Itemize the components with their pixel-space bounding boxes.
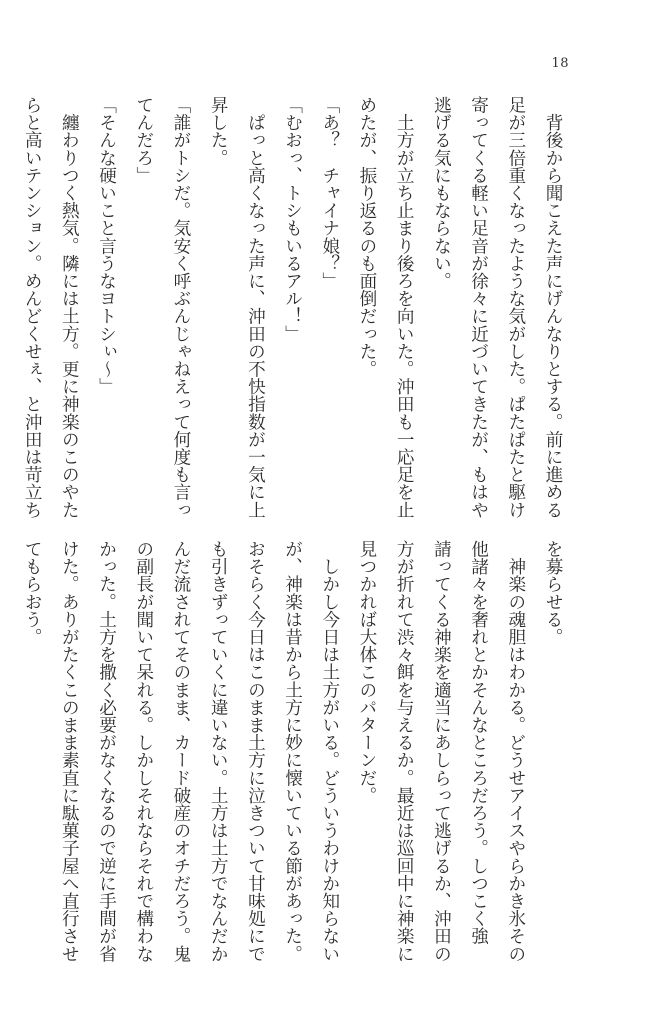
upper-text-block	[13, 96, 571, 519]
text-line: 請ってくる神楽を適当にあしらって逃げるか、沖田の	[431, 540, 452, 963]
text-line: かった。土方を撒く必要がなくなるので逆に手間が省	[96, 540, 117, 963]
text-line: ぱっと高くなった声に、沖田の不快指数が一気に上	[245, 96, 266, 519]
text-line: 神楽の魂胆はわかる。どうせアイスやらかき氷その	[505, 540, 526, 963]
text-line: めたが、振り返るのも面倒だった。	[356, 96, 377, 378]
text-line: 「誰がトシだ。気安く呼ぶんじゃねえって何度も言っ	[170, 96, 191, 519]
text-line: 「むおっ、トシもいるアル！」	[282, 96, 303, 343]
text-line: 背後から聞こえた声にげんなりとする。前に進める	[543, 96, 563, 519]
text-line: 纏わりつく熱気。隣には土方。更に神楽のこのやた	[59, 96, 80, 519]
text-line: てんだろ」	[133, 96, 154, 184]
text-line: 逃げる気にもならない。	[431, 96, 452, 290]
text-line: らと高いテンション。めんどくせぇ、と沖田は苛立ち	[22, 96, 43, 519]
page-number: 18	[551, 56, 569, 71]
text-line: を募らせる。	[543, 540, 563, 646]
text-line: も引きずっていくに違いない。土方は土方でなんだか	[208, 540, 229, 963]
text-line: 「そんな硬いこと言うなヨトシぃ〜」	[96, 96, 117, 396]
text-line: が、神楽は昔から土方に妙に懐いている節があった。	[282, 540, 303, 963]
text-line: しかし今日は土方がいる。どういうわけか知らない	[319, 540, 340, 963]
text-line: 方が折れて渋々餌を与えるか。最近は巡回中に神楽に	[394, 540, 415, 963]
text-line: の副長が聞いて呆れる。しかしそれならそれで構わな	[133, 540, 154, 963]
text-line: けた。ありがたくこのまま素直に駄菓子屋へ直行させ	[59, 540, 80, 963]
text-line: おそらく今日はこのまま土方に泣きついて甘味処にで	[245, 540, 266, 963]
text-line: 寄ってくる軽い足音が徐々に近づいてきたが、もはや	[468, 96, 489, 519]
text-line: 見つかれば大体このパターンだ。	[356, 540, 377, 804]
text-line: んだ流されてそのまま、カード破産のオチだろう。鬼	[170, 540, 191, 963]
lower-text-block	[13, 540, 571, 963]
text-line: 足が三倍重くなったような気がした。ぱたぱたと駆け	[505, 96, 526, 519]
text-line: 「あ？ チャイナ娘？」	[319, 96, 340, 290]
text-line: てもらおう。	[22, 540, 43, 646]
text-line: 昇した。	[208, 96, 229, 167]
text-line: 他諸々を奢れとかそんなところだろう。しつこく強	[468, 540, 489, 945]
text-line: 土方が立ち止まり後ろを向いた。沖田も一応足を止	[394, 96, 415, 519]
